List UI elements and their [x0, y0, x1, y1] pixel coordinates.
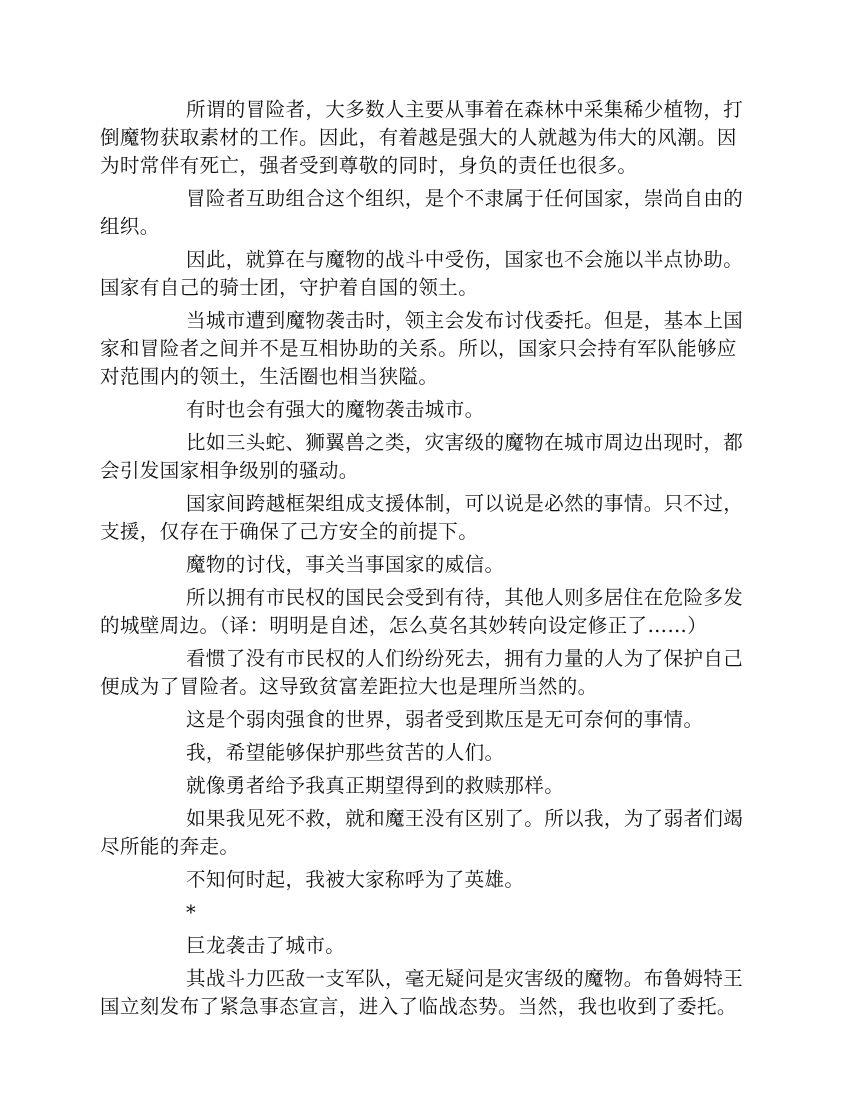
paragraph: 所以拥有市民权的国民会受到有待，其他人则多居住在危险多发的城壁周边。（译：明明是自述，怎么莫名其妙转向设定修正了……）	[100, 586, 744, 637]
paragraph: 就像勇者给予我真正期望得到的救赎那样。	[186, 774, 565, 797]
document-body	[100, 96, 750, 1021]
paragraph: 我，希望能够保护那些贫苦的人们。	[186, 741, 505, 764]
paragraph: 国家间跨越框架组成支援体制，可以说是必然的事情。只不过，支援，仅存在于确保了己方安全的前提下。	[100, 492, 744, 543]
paragraph: 冒险者互助组合这个组织，是个不隶属于任何国家，崇尚自由的组织。	[100, 187, 744, 238]
paragraph: 所谓的冒险者，大多数人主要从事着在森林中采集稀少植物，打倒魔物获取素材的工作。因此，有着越是强大的人就越为伟大的风潮。因为时常伴有死亡，强者受到尊敬的同时，身负的责任也很多。	[100, 98, 744, 177]
paragraph: 当城市遭到魔物袭击时，领主会发布讨伐委托。但是，基本上国家和冒险者之间并不是互相协助的关系。所以，国家只会持有军队能够应对范围内的领土，生活圈也相当狭隘。	[100, 309, 744, 388]
paragraph: 魔物的讨伐，事关当事国家的威信。	[186, 553, 505, 576]
paragraph: 如果我见死不救，就和魔王没有区别了。所以我，为了弱者们竭尽所能的奔走。	[100, 807, 744, 858]
paragraph: 有时也会有强大的魔物袭击城市。	[186, 398, 485, 421]
paragraph: 比如三头蛇、狮翼兽之类，灾害级的魔物在城市周边出现时，都会引发国家相争级别的骚动。	[100, 431, 744, 482]
paragraph: 这是个弱肉强食的世界，弱者受到欺压是无可奈何的事情。	[186, 708, 704, 731]
paragraph: 看惯了没有市民权的人们纷纷死去，拥有力量的人为了保护自己便成为了冒险者。这导致贫富差距拉大也是理所当然的。	[100, 647, 744, 698]
paragraph: 巨龙袭击了城市。	[186, 934, 346, 957]
section-separator: *	[186, 901, 197, 924]
paragraph: 不知何时起，我被大家称呼为了英雄。	[186, 868, 525, 891]
paragraph: 其战斗力匹敌一支军队，毫无疑问是灾害级的魔物。布鲁姆特王国立刻发布了紧急事态宣言，进入了临战态势。当然，我也收到了委托。	[100, 967, 744, 1018]
paragraph: 因此，就算在与魔物的战斗中受伤，国家也不会施以半点协助。国家有自己的骑士团，守护着自国的领土。	[100, 248, 744, 299]
